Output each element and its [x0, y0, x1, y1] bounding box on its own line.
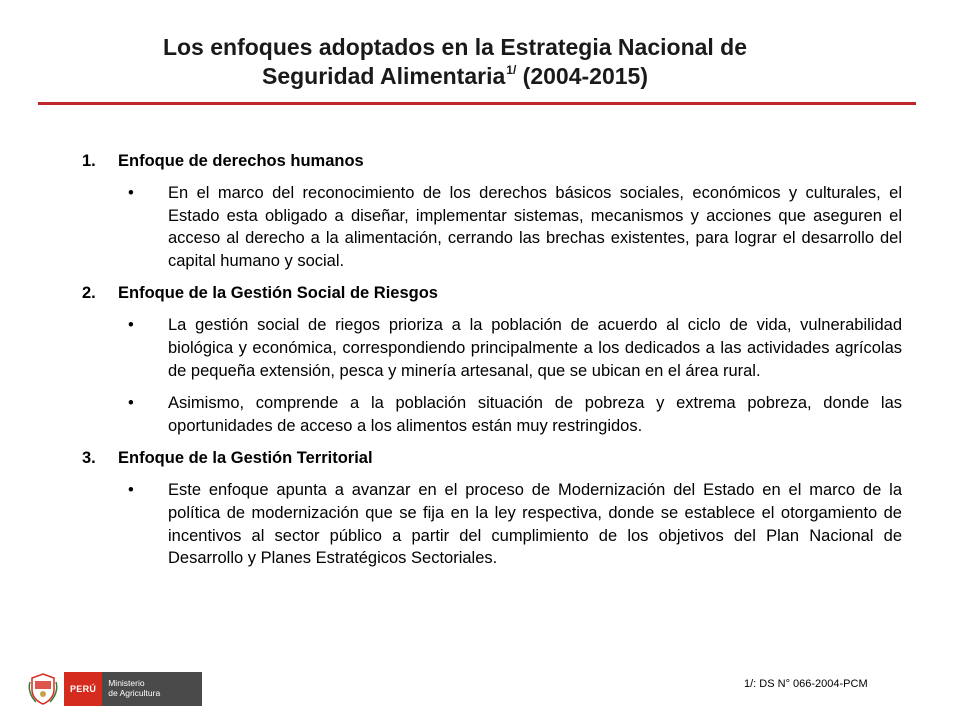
section-heading: [82, 150, 902, 172]
coat-of-arms-icon: [28, 672, 58, 706]
section-heading: [82, 447, 902, 469]
section-gestion-social-riesgos: [82, 282, 902, 437]
bullet-icon: •: [128, 481, 134, 500]
content-list: [82, 150, 902, 580]
section-title: Enfoque de la Gestión Social de Riesgos: [118, 284, 438, 303]
logo-ministry-line-1: Ministerio: [108, 678, 145, 688]
section-number: 3.: [82, 449, 96, 468]
bullet-icon: •: [128, 316, 134, 335]
bullet-icon: •: [128, 184, 134, 202]
section-number: 1.: [82, 152, 96, 170]
footnote: 1/: DS N° 066-2004-PCM: [744, 678, 868, 690]
section-derechos-humanos: [82, 150, 902, 272]
ministry-logo: [28, 672, 202, 706]
section-number: 2.: [82, 284, 96, 303]
bullet-text: En el marco del reconocimiento de los derechos básicos sociales, económicos y culturales, el Estado esta obligado a diseñar, implementar sistemas, mecanismos y acciones que aseguren el acceso al derecho a la alimentación, cerrando las brechas existentes, para lograr el desarrollo del capital humano y social.: [168, 184, 902, 270]
section-heading: [82, 282, 902, 304]
bullet-item: [128, 479, 902, 569]
title-line-2: [60, 62, 850, 95]
logo-ministry-block: [102, 672, 202, 706]
bullet-item: [128, 392, 902, 437]
bullet-text: La gestión social de riegos prioriza a la población de acuerdo al ciclo de vida, vulnerabilidad biológica y económica, correspondiendo principalmente a los dedicados a las actividades agrícolas de pequeña extensión, pesca y minería artesanal, que se ubican en el área rural.: [168, 316, 902, 380]
slide-title: [60, 33, 850, 95]
logo-ministry-line-2: de Agricultura: [108, 688, 161, 698]
section-gestion-territorial: [82, 447, 902, 569]
bullet-text: Asimismo, comprende a la población situación de pobreza y extrema pobreza, donde las oportunidades de acceso a los alimentos están muy restringidos.: [168, 394, 902, 435]
title-footnote-marker: 1/: [506, 63, 517, 77]
logo-country-block: PERÚ: [64, 672, 102, 706]
bullet-icon: •: [128, 394, 134, 413]
title-line-1: Los enfoques adoptados en la Estrategia Nacional de: [162, 34, 748, 60]
title-line-2-years: (2004-2015): [516, 63, 648, 89]
bullet-item: [128, 314, 902, 382]
title-divider: [38, 102, 916, 105]
section-title: Enfoque de la Gestión Territorial: [118, 449, 373, 468]
section-title: Enfoque de derechos humanos: [118, 152, 364, 170]
title-line-2-main: Seguridad Alimentaria: [262, 63, 506, 89]
bullet-text: Este enfoque apunta a avanzar en el proceso de Modernización del Estado en el marco de la política de modernización que se fija en la ley respectiva, donde se establece el otorgamiento de incentivos al sector público a partir del cumplimiento de los objetivos del Plan Nacional de Desarrollo y Planes Estratégicos Sectoriales.: [168, 481, 902, 568]
bullet-item: [128, 182, 902, 272]
